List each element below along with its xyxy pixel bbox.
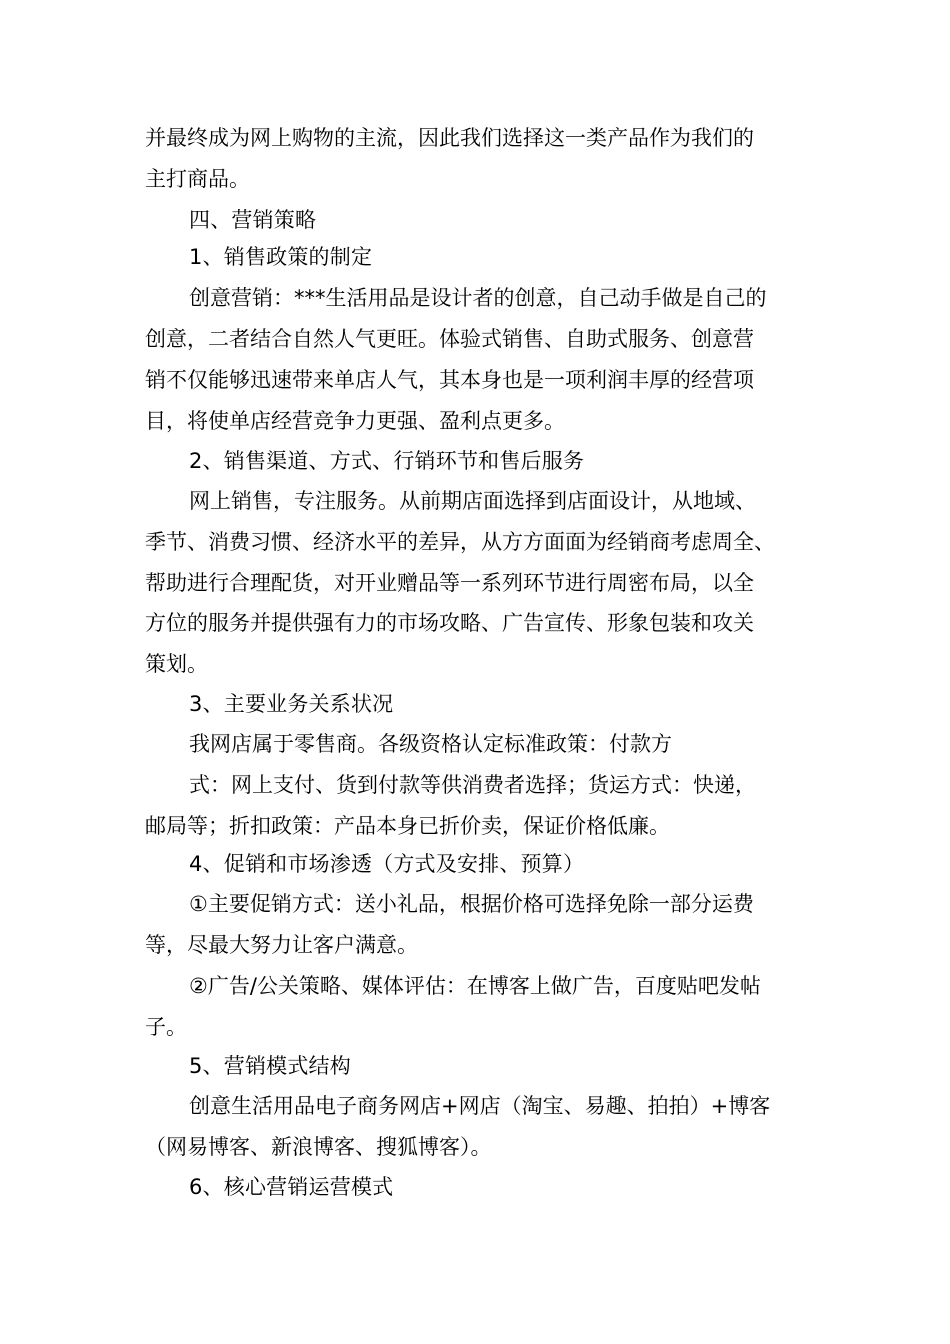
text-line: 创意生活用品电子商务网店+网店（淘宝、易趣、拍拍）+博客 <box>189 1094 771 1118</box>
text-line: 等，尽最大努力让客户满意。 <box>145 933 418 957</box>
text-line: ②广告/公关策略、媒体评估：在博客上做广告，百度贴吧发帖 <box>189 974 761 998</box>
subsection-heading: 3、主要业务关系状况 <box>189 692 394 716</box>
text-line: 帮助进行合理配货，对开业赠品等一系列环节进行周密布局，以全 <box>145 571 754 595</box>
text-line: 邮局等；折扣政策：产品本身已折价卖，保证价格低廉。 <box>145 814 670 838</box>
subsection-heading: 4、促销和市场渗透（方式及安排、预算） <box>189 852 585 876</box>
text-line: 式：网上支付、货到付款等供消费者选择；货运方式：快递， <box>189 773 756 797</box>
text-line: 策划。 <box>145 652 208 676</box>
text-line: 销不仅能够迅速带来单店人气，其本身也是一项利润丰厚的经营项 <box>145 368 754 392</box>
text-line: 网上销售，专注服务。从前期店面选择到店面设计，从地域、 <box>189 489 756 513</box>
text-line: 我网店属于零售商。各级资格认定标准政策：付款方 <box>189 732 672 756</box>
text-line: 目，将使单店经营竞争力更强、盈利点更多。 <box>145 409 565 433</box>
text-line: ①主要促销方式：送小礼品，根据价格可选择免除一部分运费 <box>189 892 754 916</box>
text-line: 创意，二者结合自然人气更旺。体验式销售、自助式服务、创意营 <box>145 327 754 351</box>
text-line: 主打商品。 <box>145 167 250 191</box>
subsection-heading: 6、核心营销运营模式 <box>189 1175 394 1199</box>
text-line: （网易博客、新浪博客、搜狐博客）。 <box>145 1135 492 1159</box>
subsection-heading: 1、销售政策的制定 <box>189 245 373 269</box>
text-line: 方位的服务并提供强有力的市场攻略、广告宣传、形象包装和攻关 <box>145 611 754 635</box>
subsection-heading: 2、销售渠道、方式、行销环节和售后服务 <box>189 449 585 473</box>
text-line: 并最终成为网上购物的主流，因此我们选择这一类产品作为我们的 <box>145 126 754 150</box>
text-line: 子。 <box>145 1015 187 1039</box>
subsection-heading: 5、营销模式结构 <box>189 1054 351 1078</box>
text-line: 创意营销：***生活用品是设计者的创意，自己动手做是自己的 <box>189 286 767 310</box>
section-heading: 四、营销策略 <box>189 208 317 232</box>
text-line: 季节、消费习惯、经济水平的差异，从方方面面为经销商考虑周全、 <box>145 530 775 554</box>
